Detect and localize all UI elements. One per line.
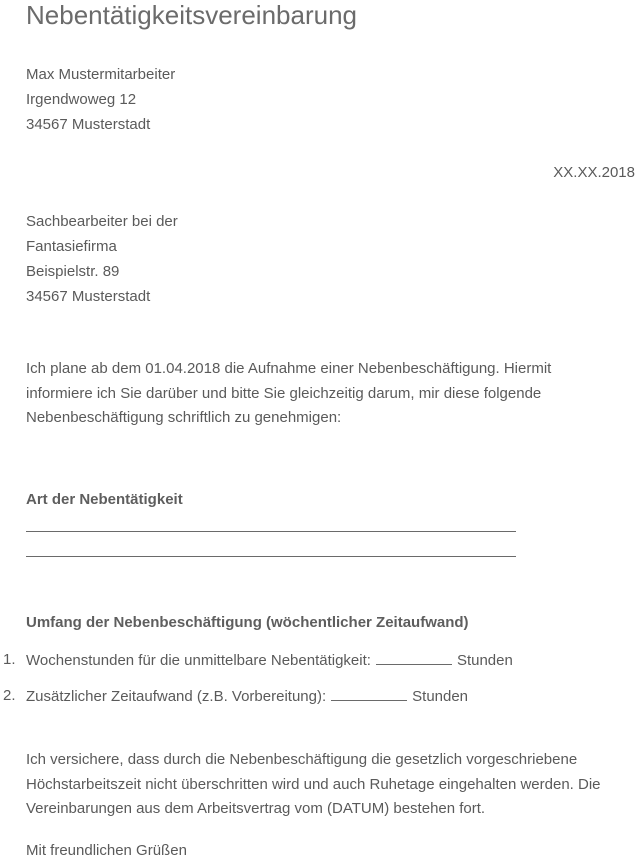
list-item-text: [26, 685, 468, 708]
closing-greeting: Mit freundlichen Grüßen: [26, 842, 187, 859]
hours-blank-field[interactable]: [331, 685, 407, 701]
recipient-line-3: Beispielstr. 89: [26, 263, 120, 280]
fill-in-line-1[interactable]: [26, 531, 516, 532]
document-date: XX.XX.2018: [553, 164, 635, 181]
list-item-unit: Stunden: [456, 652, 513, 669]
list-item-text: [26, 649, 513, 672]
list-item-number: 2.: [3, 687, 16, 704]
hours-blank-field[interactable]: [376, 649, 452, 665]
sender-street: Irgendwoweg 12: [26, 91, 137, 108]
recipient-line-2: Fantasiefirma: [26, 238, 117, 255]
document-title: Nebentätigkeitsvereinbarung: [26, 0, 357, 30]
sender-address: [26, 62, 175, 137]
recipient-line-1: Sachbearbeiter bei der: [26, 213, 178, 230]
recipient-address: [26, 209, 178, 309]
recipient-line-4: 34567 Musterstadt: [26, 288, 151, 305]
intro-paragraph: Ich plane ab dem 01.04.2018 die Aufnahme einer Nebenbeschäftigung. Hiermit informiere ich Sie darüber und bitte Sie gleichzeitig darum, mir diese folgende Nebenbeschäftigung schriftlich zu genehmigen:: [26, 360, 552, 426]
list-item-label: Zusätzlicher Zeitaufwand (z.B. Vorbereitung):: [26, 688, 327, 705]
section-heading-art: Art der Nebentätigkeit: [26, 491, 183, 508]
assurance-paragraph: Ich versichere, dass durch die Nebenbeschäftigung die gesetzlich vorgeschriebene Höchstarbeitszeit nicht überschritten wird und auch Ruhetage eingehalten werden. Die Vereinbarungen aus dem Arbeitsvertrag vom (DATUM) bestehen fort.: [26, 751, 601, 817]
fill-in-line-2[interactable]: [26, 556, 516, 557]
list-item-number: 1.: [3, 651, 16, 668]
sender-city: 34567 Musterstadt: [26, 116, 151, 133]
sender-name: Max Mustermitarbeiter: [26, 66, 176, 83]
list-item-unit: Stunden: [412, 688, 469, 705]
section-heading-umfang: Umfang der Nebenbeschäftigung (wöchentlicher Zeitaufwand): [26, 614, 469, 631]
list-item-label: Wochenstunden für die unmittelbare Nebentätigkeit:: [26, 652, 371, 669]
